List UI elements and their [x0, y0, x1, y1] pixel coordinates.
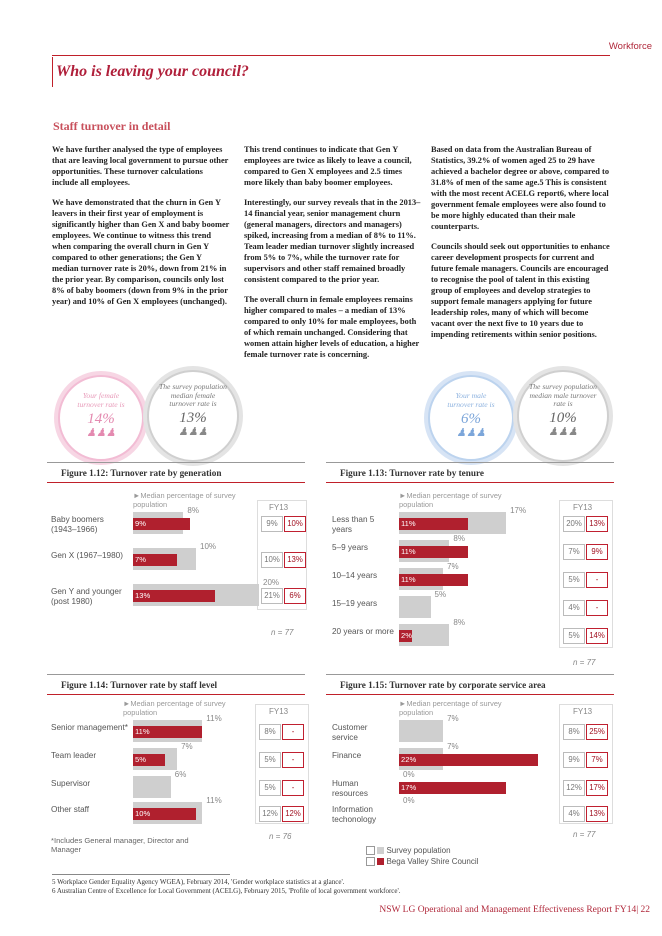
- fy13-header: FY13: [269, 503, 289, 512]
- fy13-survey-cell: 12%: [259, 806, 281, 822]
- header-left-rule: [52, 57, 53, 87]
- survey-value-label: 17%: [510, 506, 527, 515]
- fy13-council-cell: 10%: [284, 516, 306, 532]
- page-footer: NSW LG Operational and Management Effectiveness Report FY14| 22: [379, 905, 650, 915]
- fy13-survey-cell: 4%: [563, 600, 585, 616]
- council-bar: 11%: [133, 726, 202, 738]
- figure-title-rule: [326, 482, 614, 483]
- figure-turnover-by-generation: [47, 462, 307, 662]
- survey-value-label: 8%: [453, 618, 465, 627]
- fy13-survey-cell: 5%: [563, 572, 585, 588]
- section-label: Workforce: [608, 41, 652, 52]
- legend: [366, 846, 478, 868]
- circle-label: The survey population median male turnover rate is: [529, 382, 597, 408]
- category-label: Team leader: [51, 751, 97, 760]
- survey-value-label: 6%: [174, 770, 187, 779]
- people-icon: ♟♟♟: [178, 425, 208, 438]
- category-label: Information techonology: [332, 805, 377, 824]
- survey-male-turnover-circle: [517, 370, 609, 462]
- survey-value-label: 0%: [403, 796, 415, 805]
- sample-size: n = 76: [269, 832, 292, 841]
- circle-label: Your male turnover rate is: [447, 391, 495, 409]
- category-label: Customer service: [332, 723, 368, 742]
- page-title: Who is leaving your council?: [56, 63, 249, 80]
- figure-top-rule: [326, 674, 614, 675]
- survey-value-label: 0%: [403, 770, 415, 779]
- fy13-survey-cell: 4%: [563, 806, 585, 822]
- figure-turnover-by-tenure: [326, 462, 616, 672]
- figure-turnover-by-corporate-service-area: [326, 674, 616, 844]
- figure-title: Figure 1.15: Turnover rate by corporate service area: [340, 680, 546, 690]
- fy13-council-cell: -: [586, 600, 608, 616]
- fy13-header: FY13: [269, 707, 289, 716]
- council-bar: 5%: [133, 754, 165, 766]
- legend-label-survey: Survey population: [386, 846, 451, 855]
- people-icon: ♟♟♟: [548, 425, 578, 438]
- fy13-header: FY13: [573, 707, 593, 716]
- category-label: Gen Y and younger (post 1980): [51, 587, 122, 606]
- paragraph: Based on data from the Australian Bureau of Statistics, 39.2% of women aged 25 to 29 have achieved a bachelor degree or above, compared to 31.8% of men of the same age.5 This is consistent with the most recent ACELG report6, where local government female employees were also found to be more highly educated than their male counterparts.: [431, 145, 610, 231]
- legend-item-council: [366, 857, 478, 868]
- circle-value: 10%: [549, 409, 577, 426]
- footnote: 5 Workplace Gender Equality Agency WGEA), February 2014, 'Gender workplace statistics at a glance'.: [52, 878, 345, 886]
- header-rule: [52, 55, 610, 56]
- text-column-2: [244, 144, 422, 369]
- council-bar: 11%: [399, 518, 468, 530]
- category-label: 5–9 years: [332, 543, 368, 552]
- subheading: Staff turnover in detail: [53, 119, 171, 133]
- fy13-survey-cell: 5%: [563, 628, 585, 644]
- figure-title-rule: [47, 482, 305, 483]
- sample-size: n = 77: [573, 830, 596, 839]
- category-label: Finance: [332, 751, 362, 760]
- sample-size: n = 77: [271, 628, 294, 637]
- median-note: ►Median percentage of survey population: [399, 699, 502, 717]
- your-female-turnover-circle: [58, 375, 144, 461]
- category-label: Supervisor: [51, 779, 91, 788]
- people-icon: ♟♟♟: [86, 427, 116, 439]
- fy13-council-cell: -: [282, 724, 304, 740]
- fy13-council-cell: 17%: [586, 780, 608, 796]
- fy13-survey-cell: 10%: [261, 552, 283, 568]
- paragraph: Councils should seek out opportunities to enhance career development prospects for current and future female managers. Councils are encouraged to recognise the pool of talent in this existing group of employees and develop strategies to support female managers applying for future leadership roles, many of which will become vacant over the next five to 10 years due to impending retirements within senior positions.: [431, 242, 610, 339]
- fy13-council-cell: 13%: [586, 806, 608, 822]
- circle-label: Your female turnover rate is: [77, 391, 125, 409]
- figure-title-rule: [326, 694, 614, 695]
- paragraph: This trend continues to indicate that Gen Y employees are twice as likely to leave a council, compared to Gen X employees and 2.5 times more likely than baby boomer employees.: [244, 145, 412, 187]
- survey-value-label: 7%: [447, 742, 459, 751]
- fy13-council-cell: 14%: [586, 628, 608, 644]
- legend-swatch-survey: [377, 847, 384, 854]
- survey-female-turnover-circle: [147, 370, 239, 462]
- circle-value: 6%: [461, 411, 481, 427]
- category-label: Gen X (1967–1980): [51, 551, 123, 560]
- fy13-survey-cell: 9%: [261, 516, 283, 532]
- footnote: 6 Australian Centre of Excellence for Local Government (ACELG), February 2015, 'Profile of local government workforce'.: [52, 886, 401, 895]
- legend-label-council: Bega Valley Shire Council: [386, 857, 479, 866]
- survey-value-label: 10%: [200, 542, 217, 551]
- survey-value-label: 11%: [206, 714, 222, 723]
- legend-swatch-council: [377, 858, 384, 865]
- council-bar: 11%: [399, 546, 468, 558]
- category-label: 15–19 years: [332, 599, 378, 608]
- fy13-council-cell: 13%: [586, 516, 608, 532]
- council-bar: 9%: [133, 518, 190, 530]
- figure-turnover-by-staff-level: [47, 674, 307, 864]
- circle-label: The survey population median female turnover rate is: [159, 382, 227, 408]
- text-column-3: [431, 144, 611, 349]
- category-label: Other staff: [51, 805, 90, 814]
- your-male-turnover-circle: [428, 375, 514, 461]
- fy13-council-cell: -: [282, 780, 304, 796]
- survey-value-label: 11%: [206, 796, 222, 805]
- survey-value-label: 20%: [263, 578, 280, 587]
- fy13-survey-cell: 20%: [563, 516, 585, 532]
- figure-title: Figure 1.13: Turnover rate by tenure: [340, 468, 484, 478]
- fy13-survey-cell: 8%: [259, 724, 281, 740]
- fy13-council-cell: 9%: [586, 544, 608, 560]
- survey-value-label: 8%: [187, 506, 199, 515]
- median-note: ►Median percentage of survey population: [399, 491, 502, 509]
- paragraph: Interestingly, our survey reveals that in the 2013–14 financial year, senior management churn (general managers, directors and managers) spiked, increasing from a median of 8% to 11%. Team leader median turnover slightly increased from 5% to 7%, while the turnover rate for supervisors and other staff remained broadly consistent compared to the prior year.: [244, 198, 421, 284]
- fy13-header: FY13: [573, 503, 593, 512]
- paragraph: We have further analysed the type of employees that are leaving local government to pursue other opportunities. These turnover calculations include all employees.: [52, 145, 229, 187]
- paragraph: The overall churn in female employees remains higher compared to males – a median of 13% compared to only 10% for male employees, both of which remain unchanged. Considering that women attain higher levels of education, a higher female turnover rate is concerning.: [244, 295, 420, 359]
- survey-bar: [133, 776, 171, 798]
- survey-bar: [399, 720, 443, 742]
- category-label: Less than 5 years: [332, 515, 375, 534]
- figure-top-rule: [326, 462, 614, 463]
- legend-box: [366, 846, 375, 855]
- median-note: ►Median percentage of survey population: [133, 491, 236, 509]
- fy13-council-cell: 7%: [586, 752, 608, 768]
- median-note: ►Median percentage of survey population: [123, 699, 226, 717]
- category-label: Senior management*: [51, 723, 128, 732]
- figure-footnote: *Includes General manager, Director and Manager: [51, 836, 189, 854]
- survey-value-label: 7%: [447, 714, 459, 723]
- fy13-survey-cell: 9%: [563, 752, 585, 768]
- people-icon: ♟♟♟: [456, 427, 486, 439]
- fy13-survey-cell: 5%: [259, 752, 281, 768]
- survey-value-label: 7%: [181, 742, 193, 751]
- council-bar: 7%: [133, 554, 177, 566]
- fy13-survey-cell: 12%: [563, 780, 585, 796]
- category-label: Human resources: [332, 779, 368, 798]
- figure-title: Figure 1.14: Turnover rate by staff level: [61, 680, 218, 690]
- category-label: Baby boomers (1943–1966): [51, 515, 104, 534]
- survey-value-label: 8%: [453, 534, 465, 543]
- fy13-council-cell: 25%: [586, 724, 608, 740]
- circle-value: 14%: [87, 411, 115, 427]
- footnote-rule: [52, 874, 230, 875]
- figure-title: Figure 1.12: Turnover rate by generation: [61, 468, 222, 478]
- footnotes: [52, 878, 401, 895]
- figure-top-rule: [47, 462, 305, 463]
- fy13-survey-cell: 7%: [563, 544, 585, 560]
- council-bar: 11%: [399, 574, 468, 586]
- category-label: 20 years or more: [332, 627, 394, 636]
- council-bar: 22%: [399, 754, 538, 766]
- survey-value-label: 7%: [447, 562, 459, 571]
- sample-size: n = 77: [573, 658, 596, 667]
- fy13-council-cell: 6%: [284, 588, 306, 604]
- legend-box: [366, 857, 375, 866]
- fy13-council-cell: 12%: [282, 806, 304, 822]
- legend-item-survey: [366, 846, 478, 857]
- survey-bar: [399, 596, 431, 618]
- category-label: 10–14 years: [332, 571, 378, 580]
- circle-value: 13%: [179, 409, 207, 426]
- council-bar: 10%: [133, 808, 196, 820]
- fy13-council-cell: -: [586, 572, 608, 588]
- figure-title-rule: [47, 694, 305, 695]
- council-bar: 17%: [399, 782, 506, 794]
- council-bar: 2%: [401, 631, 412, 640]
- fy13-council-cell: 13%: [284, 552, 306, 568]
- fy13-survey-cell: 5%: [259, 780, 281, 796]
- survey-value-label: 5%: [434, 590, 447, 599]
- council-bar: 13%: [133, 590, 215, 602]
- fy13-survey-cell: 8%: [563, 724, 585, 740]
- paragraph: We have demonstrated that the churn in Gen Y leavers in their first year of employment is significantly higher than Gen X and baby boomer employees. We continue to witness this trend when comparing the overall churn in Gen Y compared to other generations; the Gen Y median turnover rate is 20%, down from 21% in the prior year. By comparison, councils only lost 8% of baby boomers (down from 9% in the prior year) and 10% of Gen X employees (unchanged).: [52, 198, 230, 306]
- text-column-1: [52, 144, 230, 316]
- fy13-survey-cell: 21%: [261, 588, 283, 604]
- fy13-council-cell: -: [282, 752, 304, 768]
- figure-top-rule: [47, 674, 305, 675]
